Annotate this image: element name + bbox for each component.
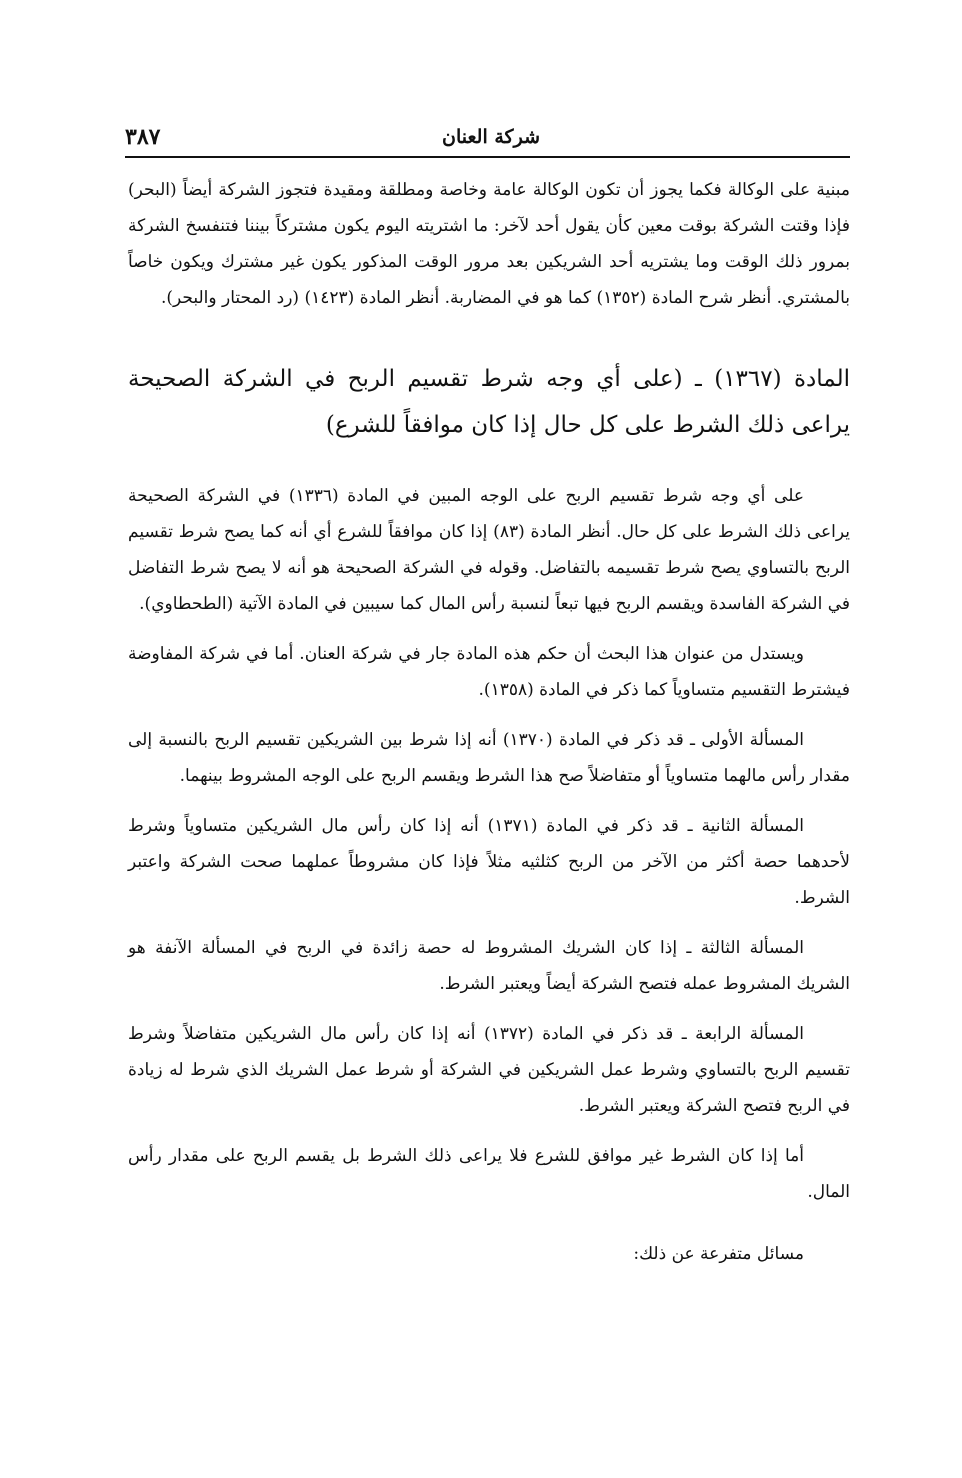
issue-paragraph: المسألة الأولى ـ قد ذكر في المادة (١٣٧٠) أنه إذا شرط بين الشريكين تقسيم الربح بالنسبة إلى مقدار رأس مالهما متساوياً أو متفاضلاً صح هذا الشرط ويقسم الربح على الوجه المشروط بينهما.	[128, 730, 850, 786]
page-header	[125, 122, 850, 158]
issue-paragraph: المسألة الثالثة ـ إذا كان الشريك المشروط له حصة زائدة في الربح في المسألة الآنفة هو الشريك المشروط عمله فتصح الشركة أيضاً ويعتبر الشرط.	[128, 938, 850, 994]
continued-paragraph: مبنية على الوكالة فكما يجوز أن تكون الوكالة عامة وخاصة ومطلقة ومقيدة فتجوز الشركة أيضاً (البحر) فإذا وقتت الشركة بوقت معين كأن يقول أحد لآخر: ما اشتريته اليوم يكون مشتركاً بيننا فتنفسخ الشركة بمرور ذلك الوقت وما يشتريه أحد الشريكين بعد مرور الوقت المذكور يكون غير مشترك ويكون خاصاً بالمشتري. أنظر شرح المادة (١٣٥٢) كما هو في المضاربة. أنظر المادة (١٤٢٣) (رد المحتار والبحر).	[128, 180, 850, 308]
commentary-paragraph: ويستدل من عنوان هذا البحث أن حكم هذه المادة جار في شركة العنان. أما في شركة المفاوضة فيشترط التقسيم متساوياً كما ذكر في المادة (١٣٥٨).	[128, 644, 850, 700]
issue-paragraph: المسألة الرابعة ـ قد ذكر في المادة (١٣٧٢) أنه إذا كان رأس مال الشريكين متفاضلاً وشرط تقسيم الربح بالتساوي وشرط عمل الشريكين في الشركة أو شرط عمل الشريك الذي شرط له زيادة في الربح فتصح الشركة ويعتبر الشرط.	[128, 1024, 850, 1116]
sub-section-heading: مسائل متفرعة عن ذلك:	[633, 1244, 804, 1264]
article-heading: المادة (١٣٦٧) ـ (على أي وجه شرط تقسيم الربح في الشركة الصحيحة يراعى ذلك الشرط على كل حال إذا كان موافقاً للشرع)	[128, 366, 850, 438]
page-number: ٣٨٧	[125, 124, 161, 150]
page-body	[128, 172, 850, 1272]
commentary-paragraph: أما إذا كان الشرط غير موافق للشرع فلا يراعى ذلك الشرط بل يقسم الربح على مقدار رأس المال.	[128, 1146, 850, 1202]
commentary-paragraph: على أي وجه شرط تقسيم الربح على الوجه المبين في المادة (١٣٣٦) في الشركة الصحيحة يراعى ذلك الشرط على كل حال. أنظر المادة (٨٣) إذا كان موافقاً للشرع أي أنه كما يصح شرط تقسيم الربح بالتساوي يصح شرط تقسيمه بالتفاضل. وقوله في الشركة الصحيحة هو أنه لا يصح شرط التفاضل في الشركة الفاسدة ويقسم الربح فيها تبعاً لنسبة رأس المال كما سيبين في المادة الآتية (الطحطاوي).	[128, 486, 851, 614]
running-title: شركة العنان	[442, 126, 540, 148]
issue-paragraph: المسألة الثانية ـ قد ذكر في المادة (١٣٧١) أنه إذا كان رأس مال الشريكين متساوياً وشرط لأحدهما حصة أكثر من الآخر من الربح كثلثيه مثلاً فإذا كان مشروطاً عملهما صحت الشركة واعتبر الشرط.	[128, 816, 850, 908]
